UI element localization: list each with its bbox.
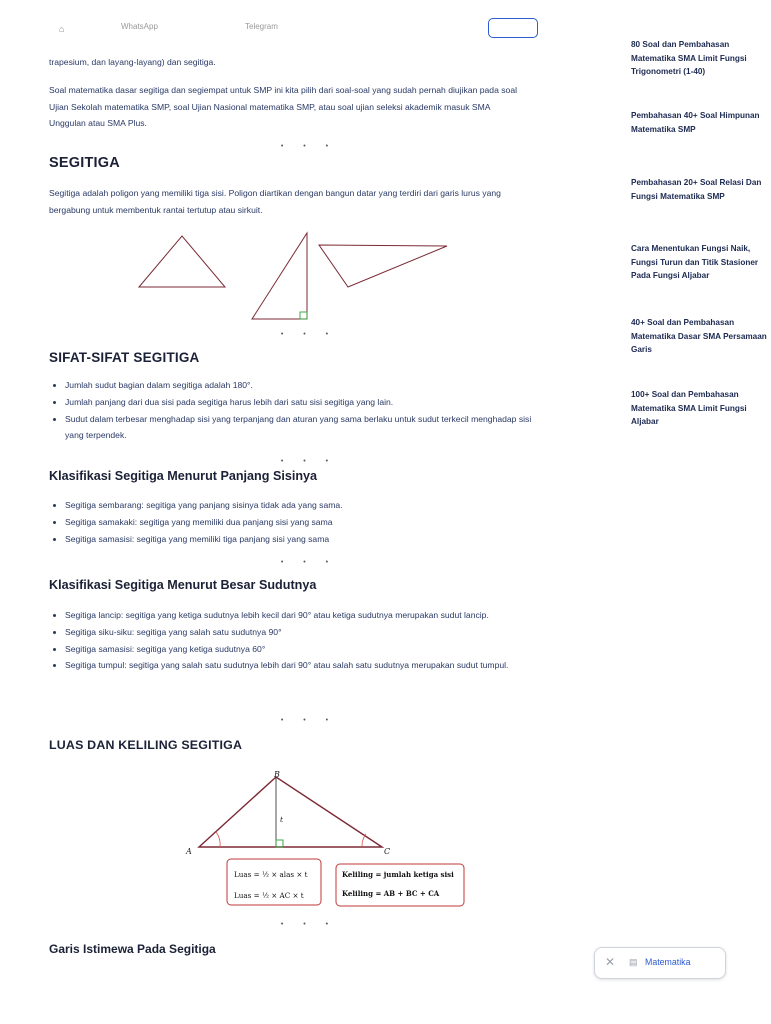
heading-klasifikasi-panjang: Klasifikasi Segitiga Menurut Panjang Sisinya bbox=[49, 469, 318, 483]
category-chip[interactable] bbox=[594, 947, 726, 979]
triangle-abc-shape bbox=[199, 777, 382, 847]
list-item: • Jumlah panjang dari dua sisi pada segitiga harus lebih dari satu sisi segitiga yang lain. bbox=[65, 394, 545, 411]
separator: • • • bbox=[280, 559, 338, 566]
acute-triangle-shape bbox=[139, 236, 225, 287]
share-button[interactable] bbox=[488, 18, 538, 38]
share-whatsapp-link[interactable]: WhatsApp bbox=[121, 22, 158, 31]
list-item: • Sudut dalam terbesar menghadap sisi yang terpanjang dan aturan yang sama berlaku untuk sudut terkecil menghadap sisi yang terpendek. bbox=[65, 411, 545, 445]
share-bar bbox=[49, 22, 539, 48]
list-item: • Segitiga samakaki: segitiga yang memiliki dua panjang sisi yang sama bbox=[65, 514, 545, 531]
separator: • • • bbox=[280, 458, 338, 465]
list-item: • Segitiga lancip: segitiga yang ketiga sudutnya lebih kecil dari 90° atau ketiga sudutnya merupakan sudut lancip. bbox=[65, 607, 545, 624]
tag-icon: ▤ bbox=[629, 957, 638, 967]
angle-arc-a bbox=[216, 832, 220, 847]
related-post-link[interactable]: Pembahasan 20+ Soal Relasi Dan Fungsi Matematika SMP bbox=[631, 178, 762, 201]
list-item: • Segitiga samasisi: segitiga yang ketiga sudutnya 60° bbox=[65, 641, 545, 658]
heading-segitiga: SEGITIGA bbox=[49, 155, 120, 171]
keliling-formula-1: Keliling = jumlah ketiga sisi bbox=[342, 870, 454, 879]
close-icon[interactable]: ✕ bbox=[605, 955, 616, 969]
list-item: • Jumlah sudut bagian dalam segitiga adalah 180°. bbox=[65, 377, 545, 394]
separator: • • • bbox=[280, 921, 338, 928]
heading-garis-istimewa: Garis Istimewa Pada Segitiga bbox=[49, 942, 216, 956]
list-item: • Segitiga samasisi: segitiga yang memiliki tiga panjang sisi yang sama bbox=[65, 531, 545, 548]
luas-keliling-diagram bbox=[172, 765, 472, 910]
related-posts-sidebar bbox=[631, 0, 768, 1024]
triangle-types-illustration bbox=[137, 230, 457, 322]
luas-formula-2: Luas = ½ × AC × t bbox=[234, 891, 304, 900]
right-angle-marker bbox=[276, 840, 283, 847]
separator: • • • bbox=[280, 331, 338, 338]
share-telegram-link[interactable]: Telegram bbox=[245, 22, 278, 31]
separator: • • • bbox=[280, 717, 338, 724]
intro-tail: trapesium, dan layang-layang) dan segitiga. bbox=[49, 57, 216, 67]
obtuse-triangle-shape bbox=[319, 245, 447, 287]
list-item: • Segitiga siku-siku: segitiga yang salah satu sudutnya 90° bbox=[65, 624, 545, 641]
separator: • • • bbox=[280, 143, 338, 150]
right-triangle-shape bbox=[252, 233, 307, 319]
intro-paragraph: Soal matematika dasar segitiga dan segiempat untuk SMP ini kita pilih dari soal-soal yang sudah pernah diujikan pada soal Ujian Sekolah matematika SMP, soal Ujian Nasional matematika SMP, atau soal ujian seleksi akademik masuk SMA Unggulan atau SMA Plus. bbox=[49, 85, 518, 128]
heading-klasifikasi-sudut: Klasifikasi Segitiga Menurut Besar Sudutnya bbox=[49, 578, 317, 592]
related-post-link[interactable]: Cara Menentukan Fungsi Naik, Fungsi Turun dan Titik Stasioner Pada Fungsi Aljabar bbox=[631, 244, 759, 281]
category-label[interactable]: Matematika bbox=[645, 957, 691, 967]
related-post-link[interactable]: 80 Soal dan Pembahasan Matematika SMA Limit Fungsi Trigonometri (1-40) bbox=[631, 40, 747, 77]
luas-formula-1: Luas = ½ × alas × t bbox=[234, 870, 308, 879]
vertex-label-a: A bbox=[186, 847, 192, 856]
segitiga-paragraph: Segitiga adalah poligon yang memiliki tiga sisi. Poligon diartikan dengan bangun datar yang terdiri dari garis lurus yang bergabung untuk membentuk rantai tertutup atau sirkuit. bbox=[49, 188, 501, 215]
keliling-formula-2: Keliling = AB + BC + CA bbox=[342, 889, 440, 898]
klasifikasi-sudut-list bbox=[41, 607, 545, 674]
list-item: • Segitiga tumpul: segitiga yang salah satu sudutnya lebih dari 90° atau salah satu sudutnya merupakan sudut tumpul. bbox=[65, 657, 545, 674]
height-label-t: t bbox=[280, 815, 284, 824]
klasifikasi-panjang-list bbox=[41, 497, 545, 547]
sifat-list bbox=[41, 377, 545, 444]
related-post-link[interactable]: 100+ Soal dan Pembahasan Matematika SMA Limit Fungsi Aljabar bbox=[631, 390, 747, 427]
vertex-label-b: B bbox=[274, 770, 280, 779]
related-post-link[interactable]: 40+ Soal dan Pembahasan Matematika Dasar SMA Persamaan Garis bbox=[631, 318, 767, 355]
related-post-link[interactable]: Pembahasan 40+ Soal Himpunan Matematika SMP bbox=[631, 111, 760, 134]
vertex-label-c: C bbox=[384, 847, 391, 856]
list-item: • Segitiga sembarang: segitiga yang panjang sisinya tidak ada yang sama. bbox=[65, 497, 545, 514]
heading-sifat-segitiga: SIFAT-SIFAT SEGITIGA bbox=[49, 350, 200, 365]
right-angle-marker bbox=[300, 312, 307, 319]
bookmark-icon[interactable]: ⌂ bbox=[59, 24, 65, 34]
heading-luas-keliling: LUAS DAN KELILING SEGITIGA bbox=[49, 738, 243, 752]
